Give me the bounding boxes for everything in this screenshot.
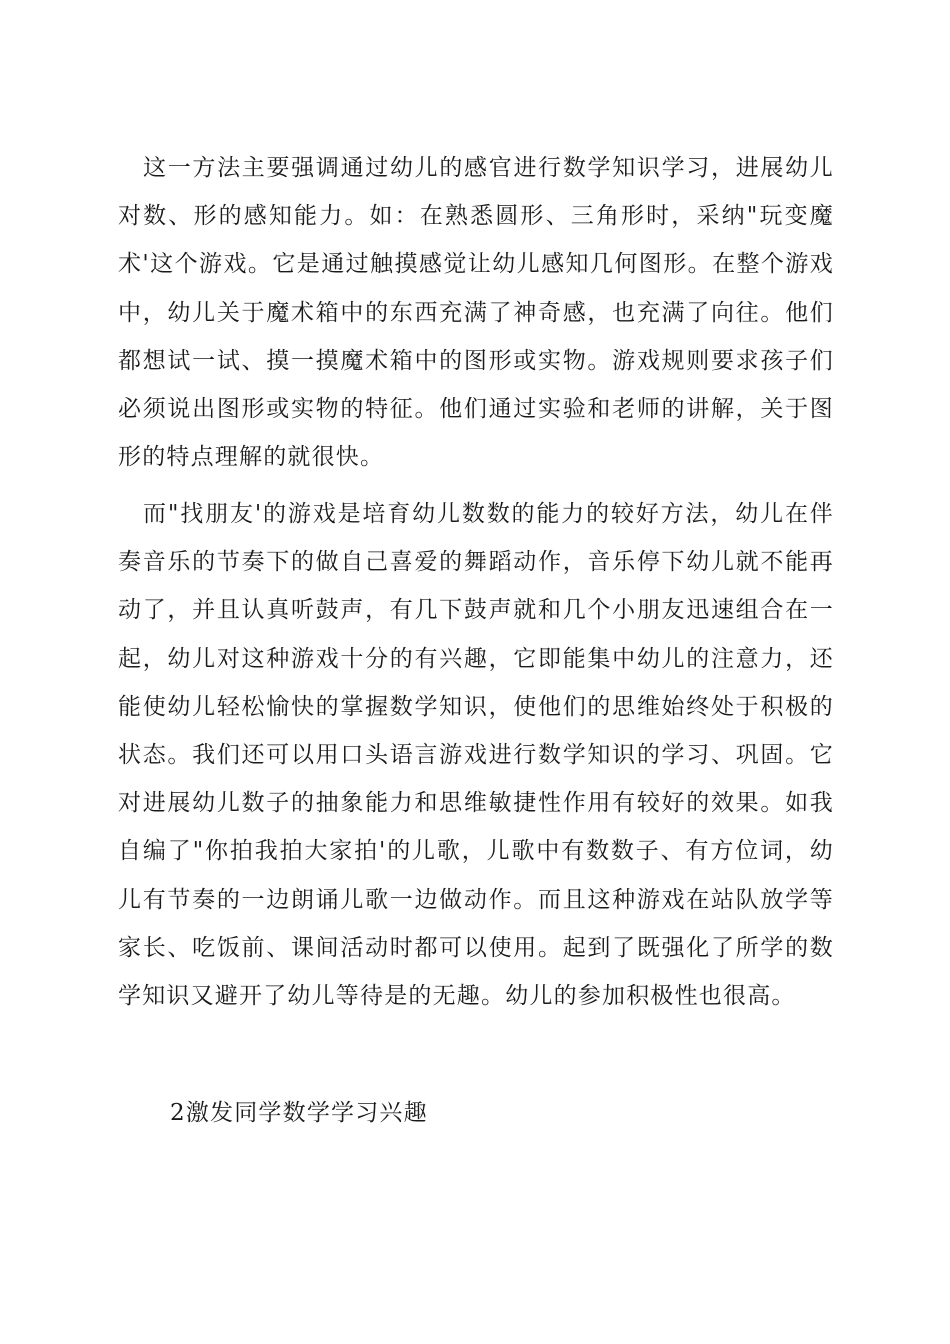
body-paragraph-1: 这一方法主要强调通过幼儿的感官进行数学知识学习，进展幼儿对数、形的感知能力。如：在熟悉圆形、三角形时，采纳"玩变魔术'这个游戏。它是通过触摸感觉让幼儿感知几何图形。在整个游戏中，幼儿关于魔术箱中的东西充满了神奇感，也充满了向往。他们都想试一试、摸一摸魔术箱中的图形或实物。游戏规则要求孩子们必须说出图形或实物的特征。他们通过实验和老师的讲解，关于图形的特点理解的就很快。: [118, 155, 834, 471]
body-paragraph-2: 而"找朋友'的游戏是培育幼儿数数的能力的较好方法，幼儿在伴奏音乐的节奏下的做自己喜爱的舞蹈动作，音乐停下幼儿就不能再动了，并且认真听鼓声，有几下鼓声就和几个小朋友迅速组合在一起，幼儿对这种游戏十分的有兴趣，它即能集中幼儿的注意力，还能使幼儿轻松愉快的掌握数学知识，使他们的思维始终处于积极的状态。我们还可以用口头语言游戏进行数学知识的学习、巩固。它对进展幼儿数子的抽象能力和思维敏捷性作用有较好的效果。如我自编了"你拍我拍大家拍'的儿歌，儿歌中有数数子、有方位词，幼儿有节奏的一边朗诵儿歌一边做动作。而且这种游戏在站队放学等家长、吃饭前、课间活动时都可以使用。起到了既强化了所学的数学知识又避开了幼儿等待是的无趣。幼儿的参加积极性也很高。: [118, 501, 834, 1010]
section-heading: 2激发同学数学学习兴趣: [170, 1100, 428, 1126]
